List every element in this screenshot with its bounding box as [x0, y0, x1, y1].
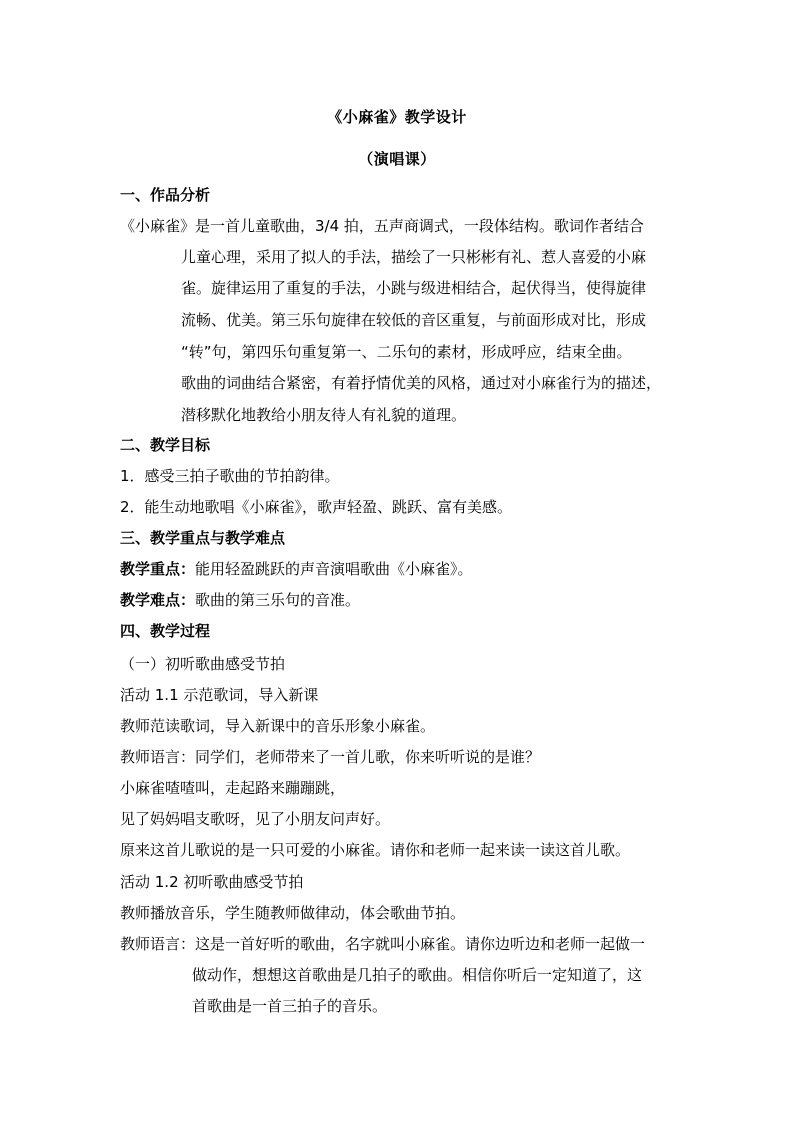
song-lyric-line: 见了妈妈唱支歌呀，见了小朋友问声好。	[120, 810, 391, 828]
goal-item: 1．感受三拍子歌曲的节拍韵律。	[120, 467, 340, 485]
difficulty-label: 教学难点：	[120, 591, 196, 609]
document-title: 《小麻雀》教学设计	[327, 108, 467, 126]
analysis-line: 儿童心理，采用了拟人的手法，描绘了一只彬彬有礼、惹人喜爱的小麻	[181, 248, 647, 266]
activity-heading: 活动 1.2 初听歌曲感受节拍	[120, 873, 304, 891]
process-paragraph: 原来这首儿歌说的是一只可爱的小麻雀。请你和老师一起来读一读这首儿歌。	[120, 841, 631, 859]
key-point-text: 能用轻盈跳跃的声音演唱歌曲《小麻雀》。	[195, 560, 473, 578]
difficulty-line	[120, 589, 360, 611]
section-heading-analysis: 一、作品分析	[120, 186, 211, 204]
goal-item: 2．能生动地歌唱《小麻雀》，歌声轻盈、跳跃、富有美感。	[120, 498, 513, 516]
process-paragraph: 教师语言：同学们，老师带来了一首儿歌，你来听听说的是谁？	[120, 748, 541, 766]
section-heading-goals: 二、教学目标	[120, 436, 211, 454]
analysis-line: 雀。旋律运用了重复的手法，小跳与级进相结合，起伏得当，使得旋律	[181, 279, 647, 297]
section-heading-process: 四、教学过程	[120, 622, 211, 640]
analysis-line: 《小麻雀》是一首儿童歌曲，3/4 拍，五声商调式，一段体结构。歌词作者结合	[120, 217, 644, 235]
analysis-line: 潜移默化地教给小朋友待人有礼貌的道理。	[181, 406, 467, 424]
key-point-label: 教学重点：	[120, 560, 196, 578]
activity-heading: 活动 1.1 示范歌词，导入新课	[120, 686, 319, 704]
difficulty-text: 歌曲的第三乐句的音准。	[195, 591, 361, 609]
process-paragraph: 教师播放音乐，学生随教师做律动，体会歌曲节拍。	[120, 904, 466, 922]
teacher-speech-line: 教师语言：这是一首好听的歌曲，名字就叫小麻雀。请你边听边和老师一起做一	[120, 935, 646, 953]
section-heading-key-points: 三、教学重点与教学难点	[120, 529, 286, 547]
key-point-line	[120, 558, 473, 580]
process-subheading: （一）初听歌曲感受节拍	[120, 655, 286, 673]
document-subtitle: （演唱课）	[358, 150, 436, 168]
teacher-speech-line: 做动作，想想这首歌曲是几拍子的歌曲。相信你听后一定知道了，这	[192, 966, 643, 984]
analysis-line: 歌曲的词曲结合紧密，有着抒情优美的风格，通过对小麻雀行为的描述，	[181, 374, 662, 392]
analysis-line: 流畅、优美。第三乐句旋律在较低的音区重复，与前面形成对比，形成	[181, 311, 647, 329]
teacher-speech-line: 首歌曲是一首三拍子的音乐。	[192, 997, 388, 1015]
analysis-line: “转”句，第四乐句重复第一、二乐句的素材，形成呼应，结束全曲。	[181, 343, 632, 361]
song-lyric-line: 小麻雀喳喳叫，走起路来蹦蹦跳，	[120, 779, 346, 797]
process-paragraph: 教师范读歌词，导入新课中的音乐形象小麻雀。	[120, 717, 436, 735]
